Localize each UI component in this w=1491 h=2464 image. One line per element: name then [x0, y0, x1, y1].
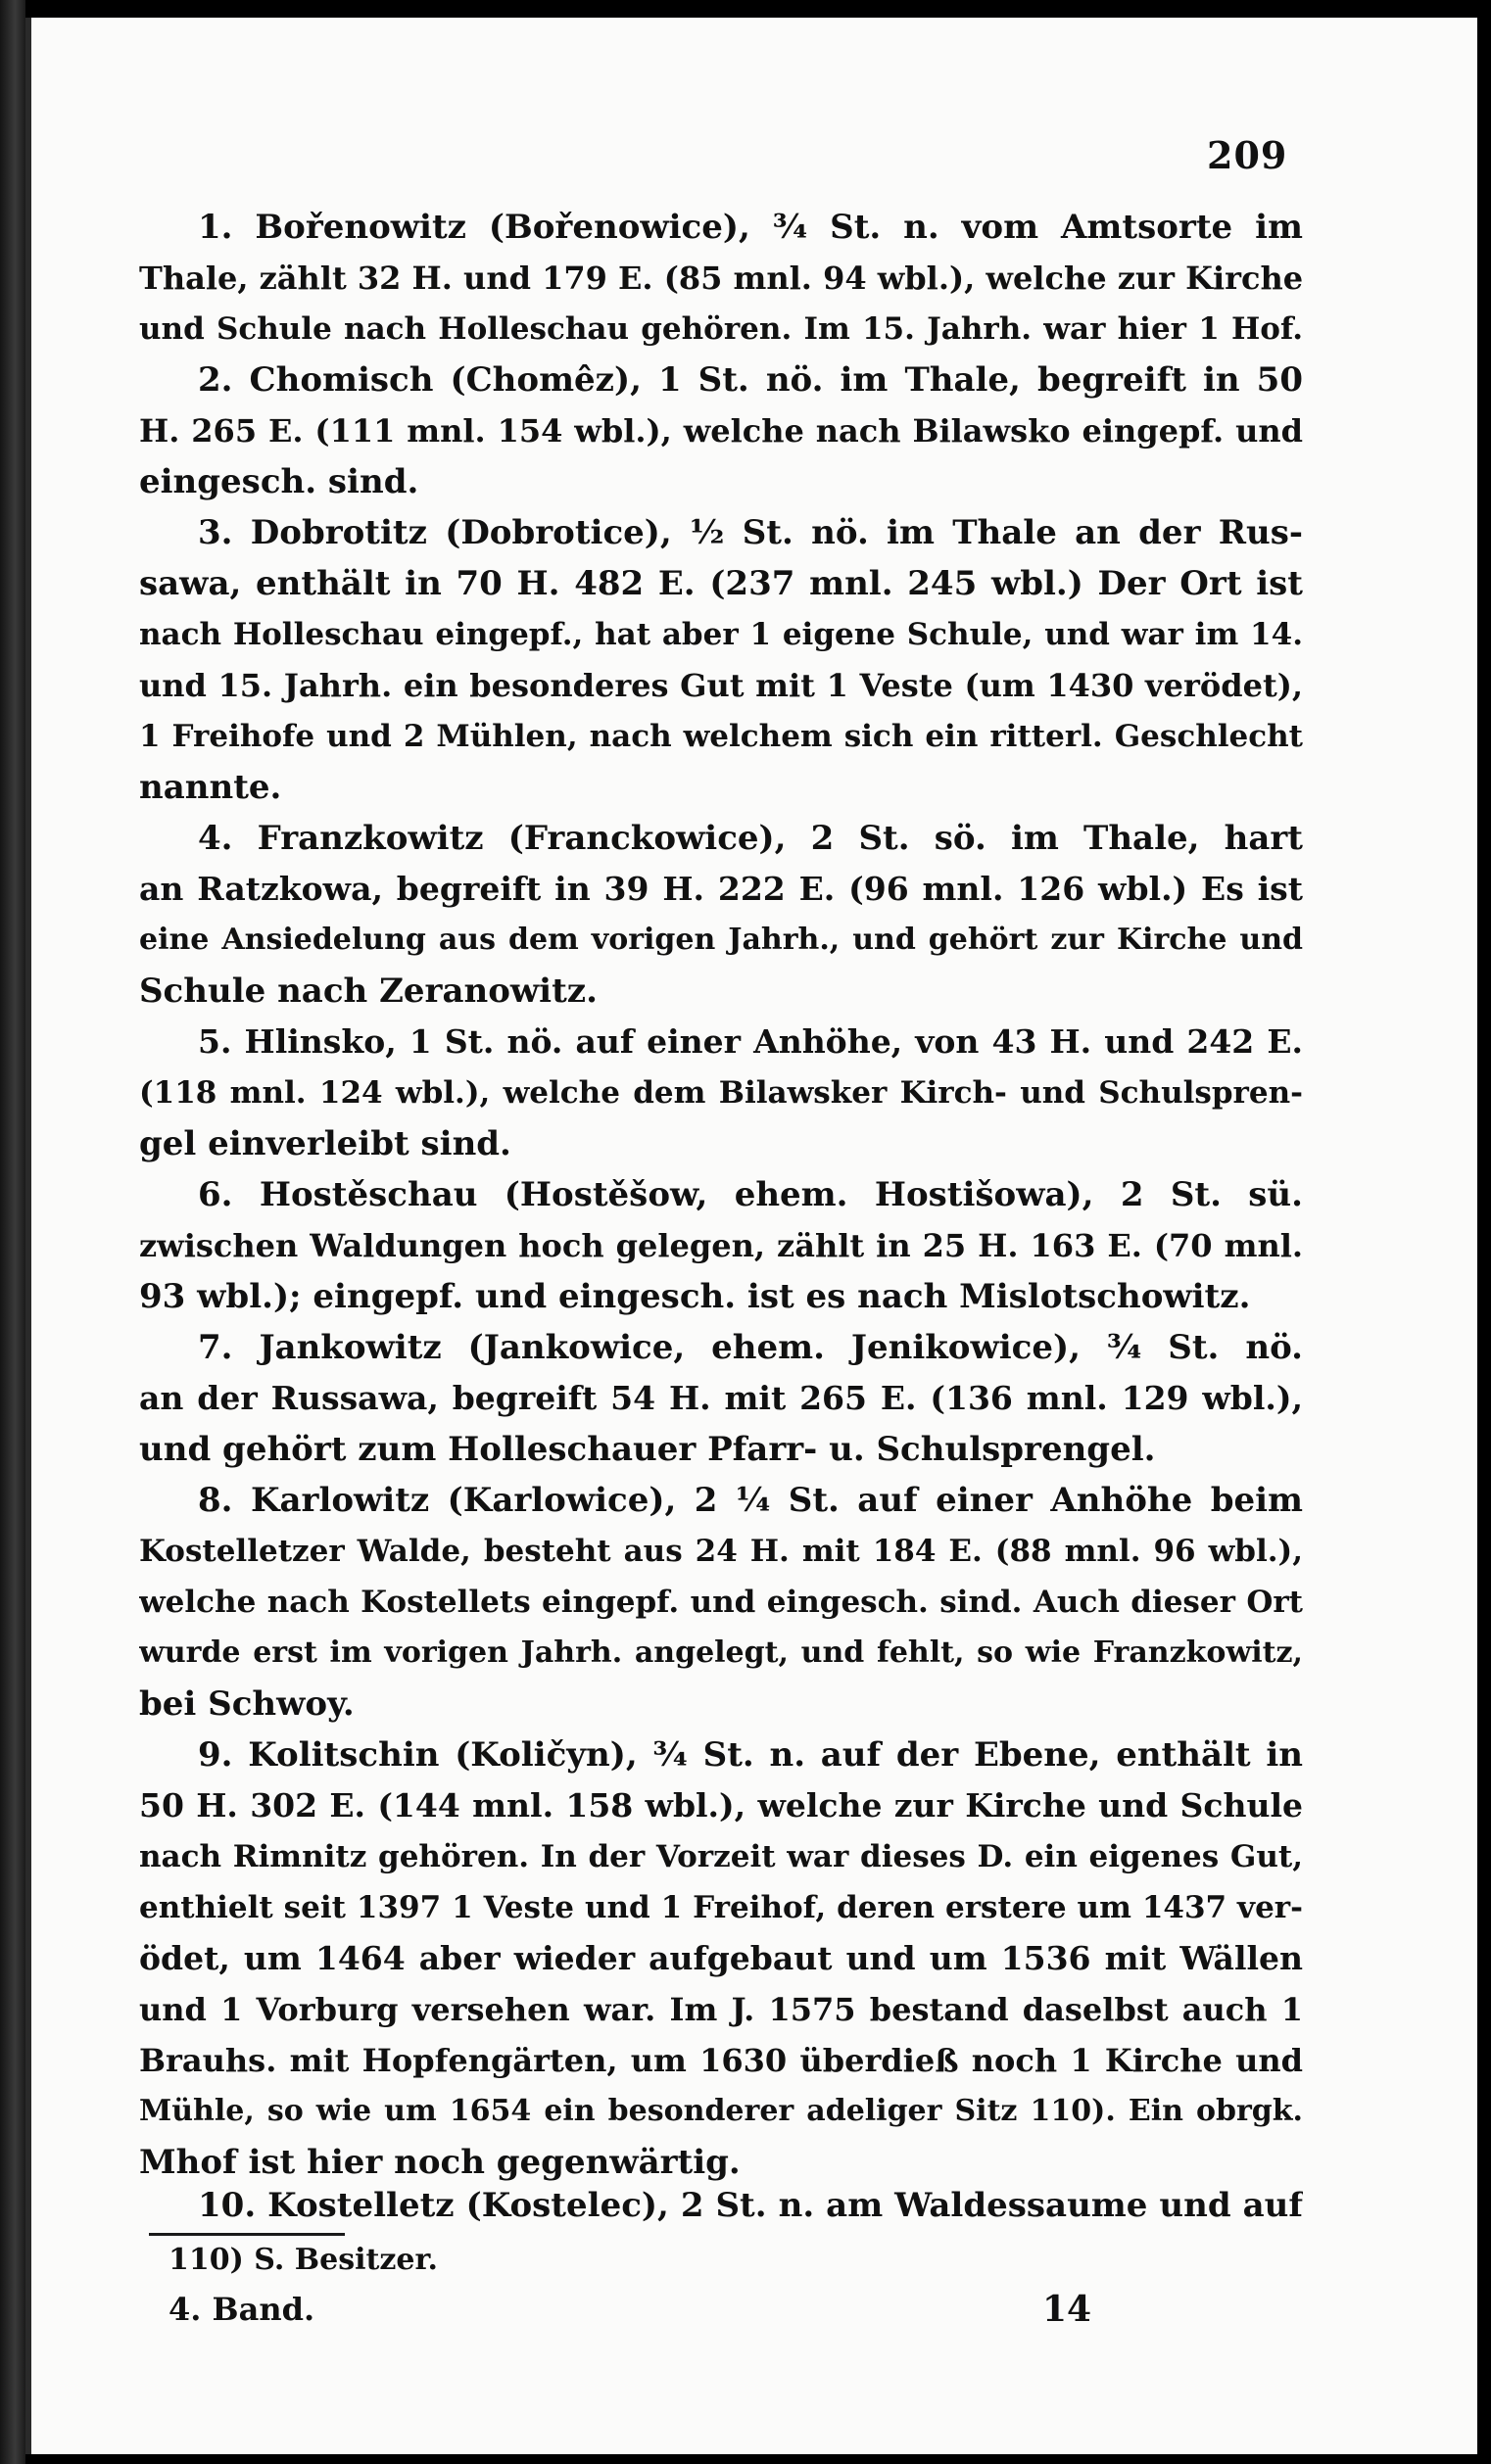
footnote: 110) S. Besitzer.	[168, 2243, 438, 2277]
text-line: wurde erst im vorigen Jahrh. angelegt, und fehlt, so wie Franzkowitz,	[139, 1635, 1303, 1670]
text-line: Brauhs. mit Hopfengärten, um 1630 überdieß noch 1 Kirche und	[139, 2042, 1303, 2079]
text-line: nannte.	[139, 768, 282, 807]
text-line: 1 Freihofe und 2 Mühlen, nach welchem sich ein ritterl. Geschlecht	[139, 719, 1303, 754]
text-line: 8. Karlowitz (Karlowice), 2 ¼ St. auf einer Anhöhe beim	[198, 1481, 1303, 1520]
text-line: eine Ansiedelung aus dem vorigen Jahrh., und gehört zur Kirche und	[139, 923, 1303, 957]
footnote-rule	[149, 2233, 345, 2236]
book-binding-edge	[0, 0, 25, 2464]
text-line: bei Schwoy.	[139, 1684, 355, 1724]
text-line: ödet, um 1464 aber wieder aufgebaut und um 1536 mit Wällen	[139, 1939, 1303, 1977]
text-line: 50 H. 302 E. (144 mnl. 158 wbl.), welche zur Kirche und Schule	[139, 1786, 1303, 1824]
text-line: zwischen Waldungen hoch gelegen, zählt in 25 H. 163 E. (70 mnl.	[139, 1227, 1303, 1264]
text-line: nach Rimnitz gehören. In der Vorzeit war dieses D. ein eigenes Gut,	[139, 1839, 1303, 1874]
text-line: und 1 Vorburg versehen war. Im J. 1575 bestand daselbst auch 1	[139, 1991, 1303, 2028]
text-line: H. 265 E. (111 mnl. 154 wbl.), welche nach Bilawsko eingepf. und	[139, 412, 1303, 450]
text-line: Kostelletzer Walde, besteht aus 24 H. mit 184 E. (88 mnl. 96 wbl.),	[139, 1534, 1303, 1569]
text-line: nach Holleschau eingepf., hat aber 1 eigene Schule, und war im 14.	[139, 617, 1303, 652]
text-line: 93 wbl.); eingepf. und eingesch. ist es nach Mislotschowitz.	[139, 1277, 1251, 1316]
text-line: Thale, zählt 32 H. und 179 E. (85 mnl. 94 wbl.), welche zur Kirche	[139, 260, 1303, 297]
sheet-number: 14	[1042, 2289, 1092, 2330]
text-line: 7. Jankowitz (Jankowice, ehem. Jenikowice), ¾ St. nö.	[198, 1328, 1303, 1367]
text-line: und 15. Jahrh. ein besonderes Gut mit 1 Veste (um 1430 verödet),	[139, 667, 1303, 704]
text-line: 1. Bořenowitz (Bořenowice), ¾ St. n. vom Amtsorte im	[198, 208, 1303, 247]
text-line: Mhof ist hier noch gegenwärtig.	[139, 2143, 741, 2182]
text-line: 9. Kolitschin (Količyn), ¾ St. n. auf der Ebene, enthält in	[198, 1735, 1303, 1775]
text-line: 3. Dobrotitz (Dobrotice), ½ St. nö. im Thale an der Rus-	[198, 513, 1303, 552]
text-line: und gehört zum Holleschauer Pfarr- u. Schulsprengel.	[139, 1430, 1156, 1469]
text-line: eingesch. sind.	[139, 462, 419, 501]
text-line: an der Russawa, begreift 54 H. mit 265 E. (136 mnl. 129 wbl.),	[139, 1379, 1303, 1417]
text-line: 4. Franzkowitz (Franckowice), 2 St. sö. im Thale, hart	[198, 819, 1303, 858]
text-line: Mühle, so wie um 1654 ein besonderer adeliger Sitz 110). Ein obrgk.	[139, 2094, 1303, 2128]
text-line: welche nach Kostellets eingepf. und eingesch. sind. Auch dieser Ort	[139, 1585, 1303, 1620]
volume-signature: 4. Band.	[168, 2291, 315, 2328]
text-line: 10. Kostelletz (Kostelec), 2 St. n. am Waldessaume und auf	[198, 2186, 1303, 2225]
text-line: und Schule nach Holleschau gehören. Im 15. Jahrh. war hier 1 Hof.	[139, 311, 1303, 347]
text-line: gel einverleibt sind.	[139, 1124, 511, 1163]
text-line: 2. Chomisch (Chomêz), 1 St. nö. im Thale, begreift in 50	[198, 360, 1303, 400]
text-line: 5. Hlinsko, 1 St. nö. auf einer Anhöhe, von 43 H. und 242 E.	[198, 1022, 1303, 1061]
text-line: sawa, enthält in 70 H. 482 E. (237 mnl. 245 wbl.) Der Ort ist	[139, 564, 1303, 603]
text-line: 6. Hostěschau (Hostěšow, ehem. Hostišowa), 2 St. sü.	[198, 1175, 1303, 1214]
text-line: Schule nach Zeranowitz.	[139, 971, 598, 1011]
page-number: 209	[1207, 133, 1288, 177]
text-line: enthielt seit 1397 1 Veste und 1 Freihof, deren erstere um 1437 ver-	[139, 1890, 1303, 1925]
text-line: (118 mnl. 124 wbl.), welche dem Bilawsker Kirch- und Schulspren-	[139, 1075, 1303, 1111]
book-page	[25, 18, 1477, 2454]
text-line: an Ratzkowa, begreift in 39 H. 222 E. (96 mnl. 126 wbl.) Es ist	[139, 870, 1303, 908]
